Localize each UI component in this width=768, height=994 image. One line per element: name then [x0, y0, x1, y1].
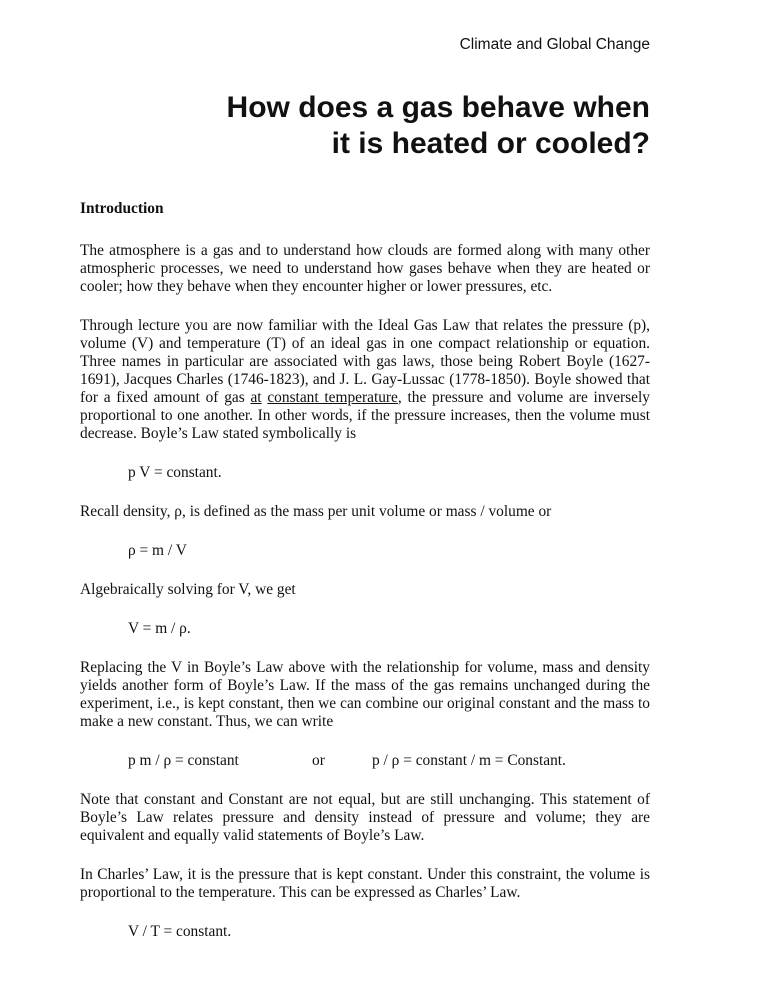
equation-volume: V = m / ρ. — [128, 620, 191, 637]
equation-left: p m / ρ = constant — [128, 752, 239, 769]
paragraph-density: Recall density, ρ, is defined as the mass per unit volume or mass / volume or — [80, 503, 552, 520]
paragraph-replace: Replacing the V in Boyle’s Law above with the relationship for volume, mass and density yields another form of Boyle’s Law. If the mass of the gas remains unchanged during the experiment, i.e., is kept constant, then we can combine our original constant and the mass to make a new constant. Thus, we can write — [80, 659, 650, 730]
paragraph-note: Note that constant and Constant are not equal, but are still unchanging. This statement of Boyle’s Law relates pressure and density instead of pressure and volume; they are equivalent and equally valid statements of Boyle’s Law. — [80, 791, 650, 844]
paragraph-charles: In Charles’ Law, it is the pressure that is kept constant. Under this constraint, the volume is proportional to the temperature. This can be expressed as Charles’ Law. — [80, 866, 650, 901]
paragraph-solve: Algebraically solving for V, we get — [80, 581, 296, 598]
paragraph-intro: The atmosphere is a gas and to understand how clouds are formed along with many other atmospheric processes, we need to understand how gases behave when they are heated or cooler; how they behave when they encounter higher or lower pressures, etc. — [80, 242, 650, 295]
title-line-1: How does a gas behave when — [226, 91, 650, 124]
equation-boyle-density — [128, 752, 650, 770]
section-heading: Introduction — [80, 200, 164, 217]
page-title — [227, 90, 650, 162]
paragraph-text: Through lecture you are now familiar with the Ideal Gas Law that relates the pressure (p), volume (V) and temperature (T) of an ideal gas in one compact relationship or equation. Three names in particular are associated with gas laws, those being Robert Boyle (1627-1691), Jacques Charles (1746-1823), and J. L. Gay-Lussac (1778-1850). Boyle showed that for a fixed amount of gas — [80, 317, 650, 406]
underlined-text: at — [250, 389, 262, 406]
equation-right: p / ρ = constant / m = Constant. — [372, 752, 566, 769]
equation-boyle: p V = constant. — [128, 464, 222, 481]
running-header: Climate and Global Change — [459, 36, 650, 53]
equation-or: or — [312, 752, 325, 769]
underlined-text: constant temperature — [267, 389, 398, 406]
paragraph-gas-laws — [80, 317, 650, 443]
equation-density: ρ = m / V — [128, 542, 187, 559]
document-body — [80, 200, 650, 962]
paragraph-text: , the pressure and volume are inversely proportional to one another. In other words, if the pressure increases, then the volume must decrease. Boyle’s Law stated symbolically is — [80, 389, 650, 442]
equation-charles: V / T = constant. — [128, 923, 232, 940]
title-line-2: it is heated or cooled? — [331, 127, 650, 160]
